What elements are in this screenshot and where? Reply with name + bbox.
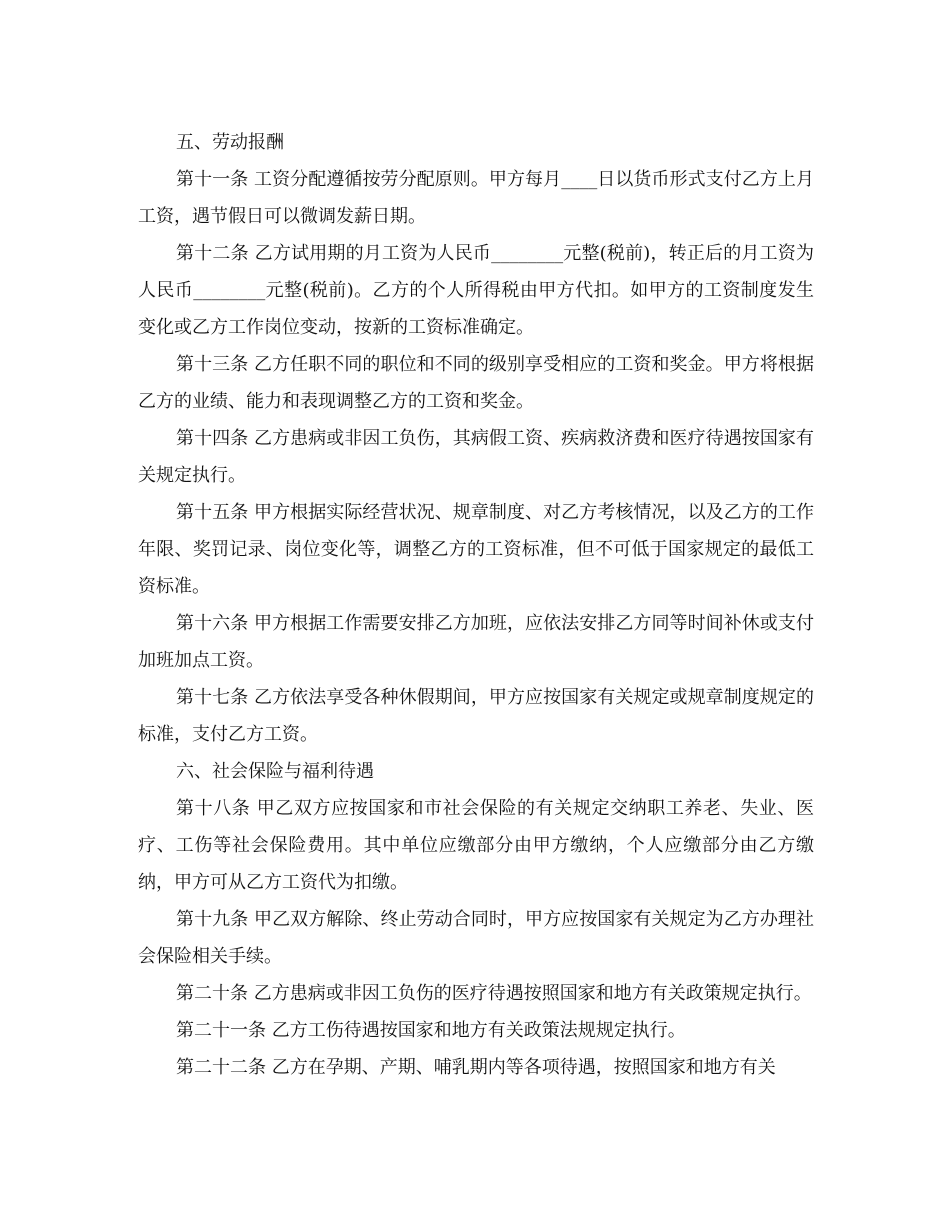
article-13: 第十三条 乙方任职不同的职位和不同的级别享受相应的工资和奖金。甲方将根据乙方的业绩、能力和表现调整乙方的工资和奖金。 (138, 354, 814, 412)
article-12: 第十二条 乙方试用期的月工资为人民币________元整(税前)，转正后的月工资为人民币________元整(税前)。乙方的个人所得税由甲方代扣。如甲方的工资制度发生变化或乙方工作岗位变动，按新的工资标准确定。 (138, 243, 814, 338)
article-15: 第十五条 甲方根据实际经营状况、规章制度、对乙方考核情况，以及乙方的工作年限、奖罚记录、岗位变化等，调整乙方的工资标准，但不可低于国家规定的最低工资标准。 (138, 502, 814, 597)
article-22: 第二十二条 乙方在孕期、产期、哺乳期内等各项待遇，按照国家和地方有关 (176, 1057, 776, 1078)
article-11: 第十一条 工资分配遵循按劳分配原则。甲方每月____日以货币形式支付乙方上月工资，遇节假日可以微调发薪日期。 (138, 169, 814, 227)
article-17: 第十七条 乙方依法享受各种休假期间，甲方应按国家有关规定或规章制度规定的标准，支付乙方工资。 (138, 687, 814, 745)
document-page (138, 124, 814, 1086)
article-18: 第十八条 甲乙双方应按国家和市社会保险的有关规定交纳职工养老、失业、医疗、工伤等社会保险费用。其中单位应缴部分由甲方缴纳，个人应缴部分由乙方缴纳，甲方可从乙方工资代为扣缴。 (138, 798, 814, 893)
article-16: 第十六条 甲方根据工作需要安排乙方加班，应依法安排乙方同等时间补休或支付加班加点工资。 (138, 613, 814, 671)
article-14: 第十四条 乙方患病或非因工负伤，其病假工资、疾病救济费和医疗待遇按国家有关规定执行。 (138, 428, 814, 486)
section-heading-social-insurance: 六、社会保险与福利待遇 (176, 761, 374, 782)
article-19: 第十九条 甲乙双方解除、终止劳动合同时，甲方应按国家有关规定为乙方办理社会保险相关手续。 (138, 909, 814, 967)
article-20: 第二十条 乙方患病或非因工负伤的医疗待遇按照国家和地方有关政策规定执行。 (176, 983, 812, 1004)
section-heading-labor-remuneration: 五、劳动报酬 (176, 132, 284, 153)
article-21: 第二十一条 乙方工伤待遇按国家和地方有关政策法规规定执行。 (176, 1020, 686, 1041)
